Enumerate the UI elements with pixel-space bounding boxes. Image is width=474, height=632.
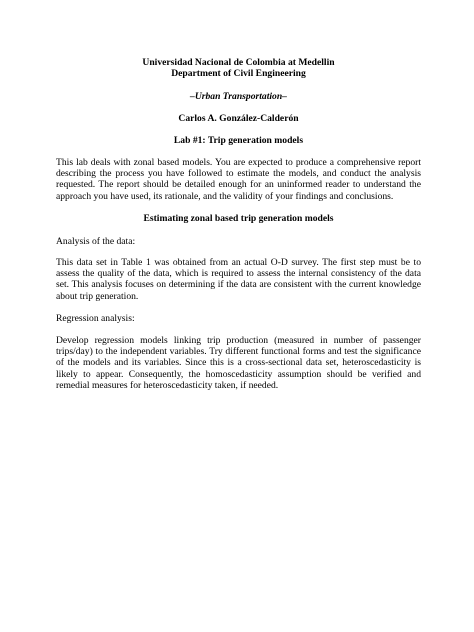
lab-title: Lab #1: Trip generation models bbox=[173, 135, 304, 146]
analysis-label: Analysis of the data: bbox=[56, 236, 136, 247]
course-title: –Urban Transportation– bbox=[190, 91, 287, 102]
university-name: Universidad Nacional de Colombia at Medellin bbox=[142, 57, 335, 68]
author-name: Carlos A. González-Calderón bbox=[178, 113, 299, 124]
department-name: Department of Civil Engineering bbox=[171, 68, 306, 79]
intro-paragraph: This lab deals with zonal based models. You are expected to produce a comprehensive report describing the process you have followed to estimate the models, and conduct the analysis requested. The report should be detailed enough for an uninformed reader to understand the approach you have used, its rationale, and the validity of your findings and conclusions. bbox=[56, 157, 421, 202]
analysis-paragraph: This data set in Table 1 was obtained from an actual O-D survey. The first step must be to assess the quality of the data, which is required to assess the internal consistency of the data set. This analysis focuses on determining if the data are consistent with the current knowledge about trip generation. bbox=[56, 257, 421, 302]
regression-label: Regression analysis: bbox=[56, 313, 135, 324]
section-title: Estimating zonal based trip generation models bbox=[143, 213, 334, 224]
document-page bbox=[56, 0, 421, 632]
regression-paragraph: Develop regression models linking trip production (measured in number of passenger trips/day) to the independent variables. Try different functional forms and test the significance of the models and its variables. Since this is a cross-sectional data set, heteroscedasticity is likely to appear. Consequently, the homoscedasticity assumption should be verified and remedial measures for heteroscedasticity taken, if needed. bbox=[56, 335, 421, 391]
